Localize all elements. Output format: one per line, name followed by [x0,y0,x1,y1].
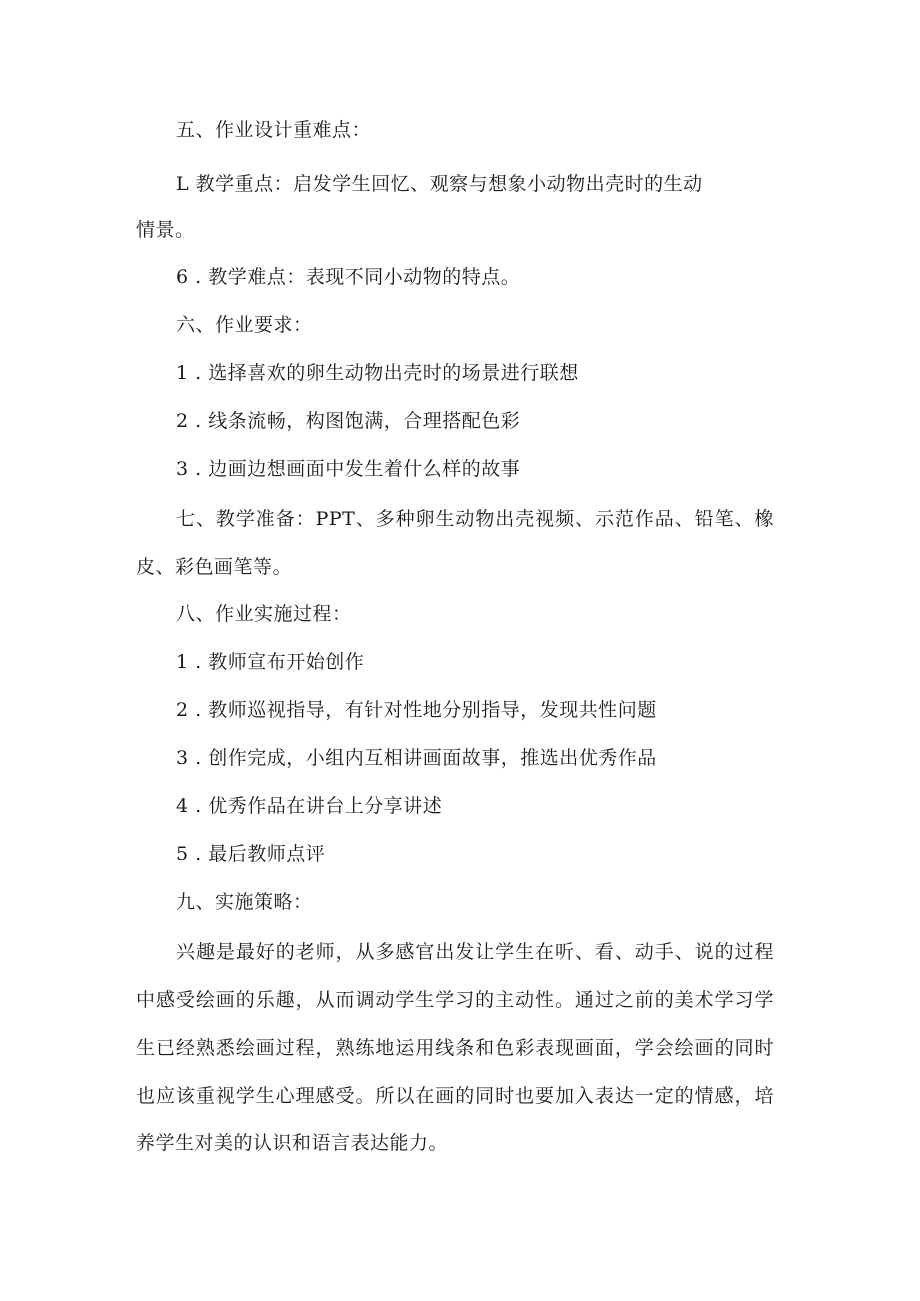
list-item: 2 . 线条流畅，构图饱满，合理搭配色彩 [176,410,521,432]
list-item: 3 . 边画边想画面中发生着什么样的故事 [176,458,521,480]
section-heading-8: 八、作业实施过程： [176,603,352,625]
section-heading-5: 五、作业设计重难点： [176,119,372,141]
list-item: 4 . 优秀作品在讲台上分享讲述 [176,795,443,817]
paragraph-line: 也应该重视学生心理感受。所以在画的同时也要加入表达一定的情感，培 [136,1085,774,1107]
section-heading-9: 九、实施策略： [176,891,313,913]
paragraph-line: 中感受绘画的乐趣，从而调动学生学习的主动性。通过之前的美术学习学 [136,989,774,1011]
paragraph-line: 情景。 [136,219,195,241]
list-item: 2 . 教师巡视指导，有针对性地分别指导，发现共性问题 [176,699,657,721]
paragraph-line: 兴趣是最好的老师，从多感官出发让学生在听、看、动手、说的过程 [176,941,774,963]
list-item: 5 . 最后教师点评 [176,843,326,865]
section-heading-6: 六、作业要求： [176,314,313,336]
paragraph-line: 养学生对美的认识和语言表达能力。 [136,1132,449,1154]
section-heading-7: 七、教学准备：PPT、多种卵生动物出壳视频、示范作品、铅笔、橡 [176,508,774,530]
paragraph-line: 生已经熟悉绘画过程，熟练地运用线条和色彩表现画面，学会绘画的同时 [136,1037,774,1059]
paragraph-line: 皮、彩色画笔等。 [136,556,293,578]
list-item: 1 . 教师宣布开始创作 [176,651,365,673]
list-item: 3 . 创作完成，小组内互相讲画面故事，推选出优秀作品 [176,747,657,769]
paragraph-line: L 教学重点：启发学生回忆、观察与想象小动物出壳时的生动 [176,173,703,195]
list-item: 1 . 选择喜欢的卵生动物出壳时的场景进行联想 [176,362,579,384]
list-item: 6 . 教学难点：表现不同小动物的特点。 [176,266,521,288]
